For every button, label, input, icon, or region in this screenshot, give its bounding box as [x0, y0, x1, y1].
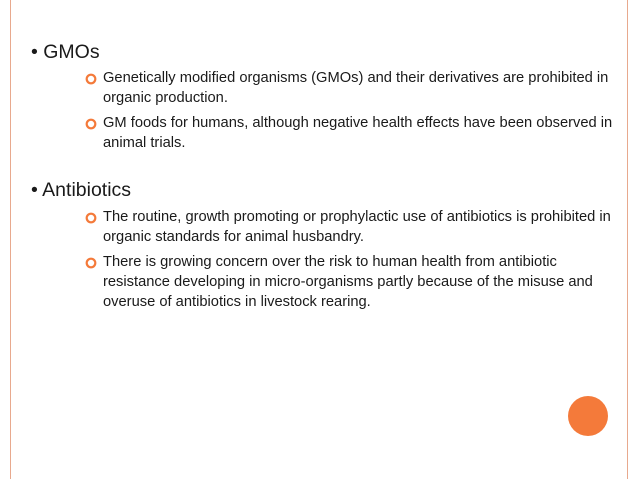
orange-ring-bullet-icon: [85, 73, 97, 85]
list-item-antibiotics-2: There is growing concern over the risk to human health from antibiotic resistance developing in micro-organisms partly because of the misuse and overuse of antibiotics in livestock rearing.: [103, 254, 593, 310]
list-item-antibiotics-1: The routine, growth promoting or prophylactic use of antibiotics is prohibited in organic standards for animal husbandry.: [103, 209, 611, 245]
section-heading-antibiotics: • Antibiotics: [31, 179, 132, 201]
orange-circle-decoration: [568, 396, 608, 436]
slide-border-right: [627, 0, 628, 479]
orange-ring-bullet-icon: [85, 257, 97, 269]
section-heading-gmos: • GMOs: [31, 41, 100, 63]
orange-ring-bullet-icon: [85, 118, 97, 130]
list-item-gmos-1: Genetically modified organisms (GMOs) and their derivatives are prohibited in organic production.: [103, 70, 609, 106]
list-item-gmos-2: GM foods for humans, although negative health effects have been observed in animal trials.: [103, 115, 613, 151]
orange-ring-bullet-icon: [85, 212, 97, 224]
slide-border-left: [10, 0, 11, 479]
